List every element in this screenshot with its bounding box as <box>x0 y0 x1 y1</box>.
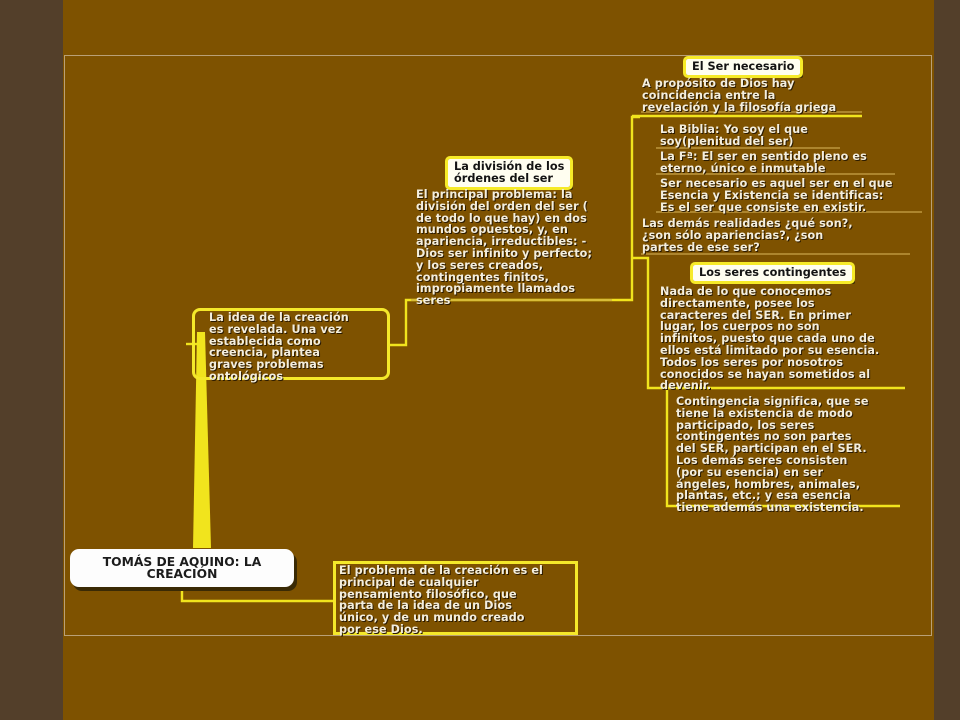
necessary-intro-text: A propósito de Dios hay coincidencia entre la revelación y la filosofía griega <box>642 77 837 114</box>
creation-idea-text: La idea de la creación es revelada. Una vez establecida como creencia, plantea graves problemas ontológicos <box>209 311 349 383</box>
necessary-label[interactable]: El Ser necesario <box>686 59 800 75</box>
bible-text: La Biblia: Yo soy el que soy(plenitud del ser) <box>660 123 808 148</box>
other-realities-text: Las demás realidades ¿qué son?, ¿son sólo apariencias?, ¿son partes de ese ser? <box>642 217 853 254</box>
contingency-def-text: Contingencia significa, que se tiene la existencia de modo participado, los seres contingentes no son partes del SER, participan en el SER. Los demás seres consisten (por su esencia) en ser ángeles, hombres, animales, plantas, etc.; y esa esencia tiene además una existencia. <box>676 395 869 515</box>
contingent-label[interactable]: Los seres contingentes <box>693 265 852 281</box>
branch-line-root <box>182 587 335 601</box>
contingent-text: Nada de lo que conocemos directamente, posee los caracteres del SER. En primer lugar, los cuerpos no son infinitos, puesto que cada uno de ellos está limitado por su esencia. Todos los seres por nosotros conocidos se hayan sometidos al devenir. <box>660 285 880 393</box>
root-node[interactable]: TOMÁS DE AQUINO: LA CREACIÓN <box>70 549 294 587</box>
necessary-def-text: Ser necesario es aquel ser en el que Esencia y Existencia se identificas: Es el ser que consiste en existir. <box>660 177 893 214</box>
division-text: El principal problema: la división del orden del ser ( de todo lo que hay) en dos mundos opuestos, y, en apariencia, irreductibles: - Dios ser infinito y perfecto; y los seres creados, contingentes finitos, impropiamente llamados seres <box>416 188 593 308</box>
division-label[interactable]: La división de los órdenes del ser <box>448 159 570 187</box>
creation-problem-text: El problema de la creación es el principal de cualquier pensamiento filosófico, que parta de la idea de un Dios único, y de un mundo creado por ese Dios. <box>339 564 543 636</box>
philosophy-text: La Fª: El ser en sentido pleno es eterno, único e inmutable <box>660 150 867 175</box>
